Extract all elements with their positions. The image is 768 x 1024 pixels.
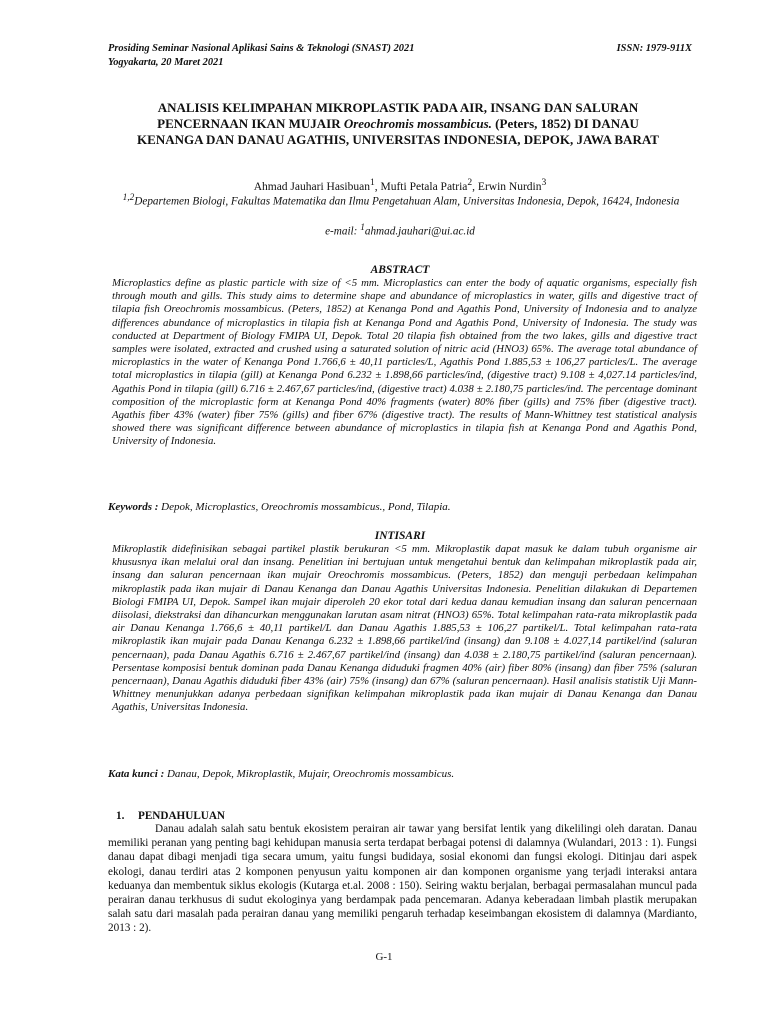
keywords-label: Keywords : [108,501,162,513]
abstract-text: Microplastics define as plastic particle with size of <5 mm. Microplastics can enter the body of aquatic organisms, especially fish through mouth and gills. This study aims to determine shape and abundance of microplastics in water, gills and digestive tract of tilapia fish Oreochromis mossambicus. (Peters, 1852) at Kenanga Pond and Agathis Pond, University of Indonesia and to analyze differences abundance of microplastics in tilapia fish at Kenanga Pond and Agathis Pond, University of Indonesia. The study was conducted at Department of Biology FMIPA UI, Depok. Total 20 tilapia fish obtained from the two lakes, gills and digestive tract samples were isolated, extracted and crushed using a saturated solution of nitric acid (HNO3) 65%. The average total abundance of microplastics in the water of Kenanga Pond 1.766,6 ± 40,11 particles/L, Agathis Pond 1.885,53 ± 106,27 particles/L. The average total microplastics in tilapia (gill) at Kenanga Pond 6.232 ± 1.898,66 particles/ind, (digestive tract) 9.108 ± 4,027.14 particles/ind, Agathis Pond in tilapia (gill) 6.716 ± 2.467,67 particles/ind, (digestive tract) 4.038 ± 2.180,75 particles/ind. The percentage dominant composition of the microplastic form at Kenanga Pond 40% fragments (water) 80% fiber (gills) and 75% fiber (digestive tract). Agathis fiber 43% (water) fiber 75% (gills) and fiber 67% (digestive tract). The results of Mann-Whittney test statistical analysis showed there was significant difference between abundance of microplastics in tilapia fish at Kenanga Pond and Agathis Pond, University of Indonesia. [112,277,697,448]
intisari-text: Mikroplastik didefinisikan sebagai partikel plastik berukuran <5 mm. Mikroplastik dapat masuk ke dalam tubuh organisme air khususnya ikan melalui oral dan insang. Penelitian ini bertujuan untuk mengetahui bentuk dan kelimpahan mikroplastik pada air, insang dan saluran pencernaan ikan mujair Oreochromis mossambicus. (Peters, 1852) dan menguji perbedaan kelimpahan mikroplastik pada ikan mujair di Danau Kenanga dan Danau Agathis Universitas Indonesia. Penelitian dilakukan di Departemen Biologi FMIPA UI, Depok. Sampel ikan mujair diperoleh 20 ekor total dari kedua danau kemudian insang dan saluran pencernaan diisolasi, diekstraksi dan dihancurkan menggunakan larutan asam nitrat (HNO3) 65%. Total kelimpahan rata-rata mikroplastik pada air Danau Kenanga 1.766,6 ± 40,11 partikel/L dan Danau Agathis 1.885,53 ± 106,27 partikel/L. Total kelimpahan rata-rata mikroplastik ikan mujair pada Danau Kenanga 6.232 ± 1.898,66 partikel/ind (insang) dan 9.108 ± 4.027,14 partikel/ind (saluran pencernaan), pada Danau Agathis 6.716 ± 2.467,67 partikel/ind (insang) dan 4.038 ± 2.180,75 partikel/ind (saluran pencernaan). Persentase komposisi bentuk dominan pada Danau Kenanga diduduki fragmen 40% (air) fiber 80% (insang) dan fiber 75% (saluran pencernaan), Danau Agathis diduduki fiber 43% (air) 75% (insang) dan 67% (saluran pencernaan). Hasil analisis statistik Uji Mann-Whittney menunjukkan adanya perbedaan signifikan kelimpahan mikroplastik pada ikan mujair di Danau Kenanga dan Danau Agathis, Universitas Indonesia. [112,543,697,714]
author-affil-mark: 1 [369,177,375,188]
kata-kunci [108,767,698,781]
author-separator: , [472,180,478,193]
affiliation [118,191,684,210]
affiliation-mark: 1,2 [122,193,135,203]
keywords-text: Depok, Microplastics, Oreochromis mossambicus., Pond, Tilapia. [161,501,451,513]
email-address: ahmad.jauhari@ui.ac.id [364,225,475,238]
affiliation-text: Departemen Biologi, Fakultas Matematika dan Ilmu Pengetahuan Alam, Universitas Indonesia, Depok, 16424, Indonesia [134,195,680,208]
title-part-1: ANALISIS KELIMPAHAN MIKROPLASTIK PADA AIR, INSANG DAN SALURAN PENCERNAAN IKAN MUJAIR [157,100,639,131]
paper-title [130,100,666,148]
intisari-heading: INTISARI [374,530,426,542]
proceedings-name: Prosiding Seminar Nasional Aplikasi Sains & Teknologi (SNAST) 2021 [108,43,415,54]
keywords [108,500,698,514]
running-header [108,42,528,70]
section-title: PENDAHULUAN [138,810,226,822]
kata-kunci-text: Danau, Depok, Mikroplastik, Mujair, Oreochromis mossambicus. [166,768,455,780]
email-mark: 1 [360,223,365,233]
author-name: Mufti Petala Patria [380,180,468,193]
author-affil-mark: 2 [467,177,473,188]
title-part-2: (Peters, 1852) DI DANAU KENANGA DAN DANAU AGATHIS, UNIVERSITAS INDONESIA, DEPOK, JAWA BARAT [137,116,659,147]
email-label: e-mail: [325,225,361,238]
location-date: Yogyakarta, 20 Maret 2021 [108,57,224,68]
author-affil-mark: 3 [541,177,547,188]
contact-email [108,221,692,240]
page-number: G-1 [375,951,393,963]
section-body: Danau adalah salah satu bentuk ekosistem perairan air tawar yang bersifat lentik yang dikelilingi oleh daratan. Danau memiliki peranan yang penting bagi kehidupan manusia serta terdapat berbagai potensi di dalamnya (Wulandari, 2013 : 1). Fungsi danau dapat dibagi menjadi tiga secara umum, yaitu fungsi budidaya, sosial ekonomi dan fungsi ekologi. Ditinjau dari aspek ekologi, danau terdiri atas 2 komponen penyusun yaitu komponen air dan komponen organisme yang terjadi interaksi antara keduanya dan membentuk siklus ekologis (Kutarga et.al. 2008 : 150). Seiring waktu berjalan, berbagai permasalahan muncul pada perairan danau terkhusus di sudut ekologinya yang berdampak pada pencemaran. Adanya keberadaan limbah plastik merupakan salah satu dari masalah pada perairan danau yang memiliki pengaruh terhadap keseimbangan ekosistem di dalamnya (Mardianto, 2013 : 2). [108,823,697,935]
title-species: Oreochromis mossambicus. [343,116,492,131]
abstract-heading: ABSTRACT [370,264,430,276]
kata-kunci-label: Kata kunci : [108,768,167,780]
author-name: Erwin Nurdin [477,180,542,193]
issn: ISSN: 1979-911X [616,43,692,54]
author-separator: , [374,180,381,193]
author-name: Ahmad Jauhari Hasibuan [253,180,370,193]
section-heading [116,809,225,823]
section-number: 1. [116,810,125,822]
